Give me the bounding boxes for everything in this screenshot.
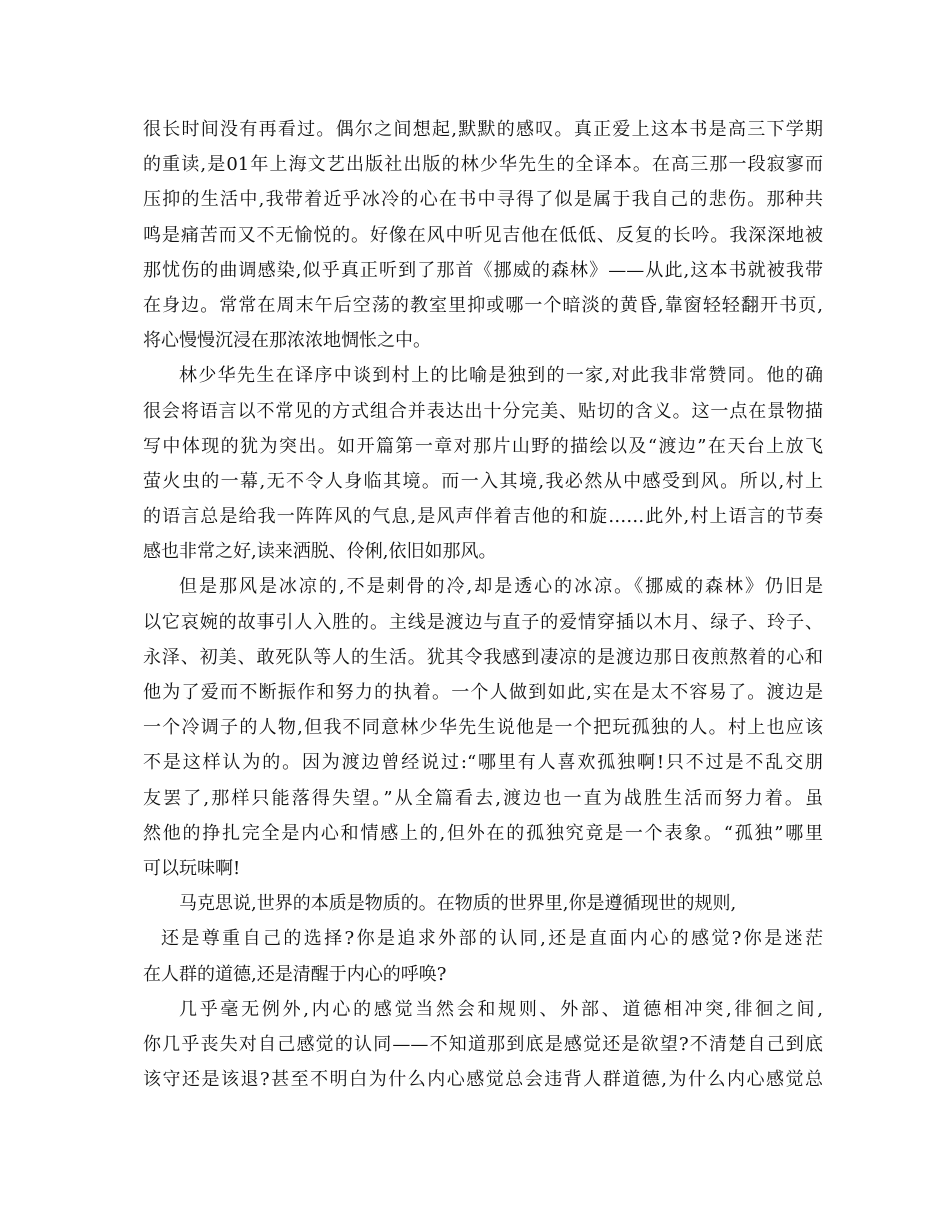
text-line: 将心慢慢沉浸在那浓浓地惆怅之中。 [143,330,431,352]
body-text [143,112,823,1097]
text-line: 但是那风是冰凉的,不是刺骨的冷,却是透心的冰凉。《挪威的森林》仍旧是 [179,576,823,598]
text-line: 鸣是痛苦而又不无愉悦的。好像在风中听见吉他在低低、反复的长吟。我深深地被 [143,224,823,246]
text-line: 永泽、初美、敢死队等人的生活。犹其令我感到凄凉的是渡边那日夜煎熬着的心和 [143,646,823,668]
text-line: 感也非常之好,读来洒脱、伶俐,依旧如那风。 [143,541,497,563]
text-line: 在身边。常常在周末午后空荡的教室里抑或哪一个暗淡的黄昏,靠窗轻轻翻开书页, [143,294,823,316]
text-line: 然他的挣扎完全是内心和情感上的,但外在的孤独究竟是一个表象。“孤独”哪里 [143,822,823,844]
text-line: 不是这样认为的。因为渡边曾经说过:“哪里有人喜欢孤独啊!只不过是不乱交朋 [143,752,823,774]
text-line: 的重读,是01年上海文艺出版社出版的林少华先生的全译本。在高三那一段寂寥而 [143,154,823,176]
text-line: 友罢了,那样只能落得失望。”从全篇看去,渡边也一直为战胜生活而努力着。虽 [143,787,823,809]
text-line: 他为了爱而不断振作和努力的执着。一个人做到如此,实在是太不容易了。渡边是 [143,682,823,703]
text-line: 几乎毫无例外,内心的感觉当然会和规则、外部、道德相冲突,徘徊之间, [179,998,823,1020]
text-line: 该守还是该退?甚至不明白为什么内心感觉总会违背人群道德,为什么内心感觉总 [143,1069,823,1091]
text-line: 林少华先生在译序中谈到村上的比喻是独到的一家,对此我非常赞同。他的确 [179,365,823,387]
text-line: 压抑的生活中,我带着近乎冰冷的心在书中寻得了似是属于我自己的悲伤。那种共 [143,189,823,211]
text-line: 的语言总是给我一阵阵风的气息,是风声伴着吉他的和旋……此外,村上语言的节奏 [143,506,823,528]
text-line: 很长时间没有再看过。偶尔之间想起,默默的感叹。真正爱上这本书是高三下学期 [143,119,823,140]
text-line: 那忧伤的曲调感染,似乎真正听到了那首《挪威的森林》——从此,这本书就被我带 [143,259,823,281]
text-line: 马克思说,世界的本质是物质的。在物质的世界里,你是遵循现世的规则, [179,893,737,915]
text-line: 一个冷调子的人物,但我不同意林少华先生说他是一个把玩孤独的人。村上也应该 [143,717,823,739]
text-line: 你几乎丧失对自己感觉的认同——不知道那到底是感觉还是欲望?不清楚自己到底 [143,1033,823,1055]
text-line: 可以玩味啊! [143,857,241,879]
text-line: 在人群的道德,还是清醒于内心的呼唤? [143,963,447,985]
text-line: 萤火虫的一幕,无不令人身临其境。而一入其境,我必然从中感受到风。所以,村上 [143,470,823,492]
text-line: 还是尊重自己的选择?你是追求外部的认同,还是直面内心的感觉?你是迷茫 [161,928,823,950]
text-line: 很会将语言以不常见的方式组合并表达出十分完美、贴切的含义。这一点在景物描 [143,400,823,422]
text-line: 写中体现的犹为突出。如开篇第一章对那片山野的描绘以及“渡边”在天台上放飞 [143,435,823,457]
text-line: 以它哀婉的故事引人入胜的。主线是渡边与直子的爱情穿插以木月、绿子、玲子、 [143,611,823,633]
